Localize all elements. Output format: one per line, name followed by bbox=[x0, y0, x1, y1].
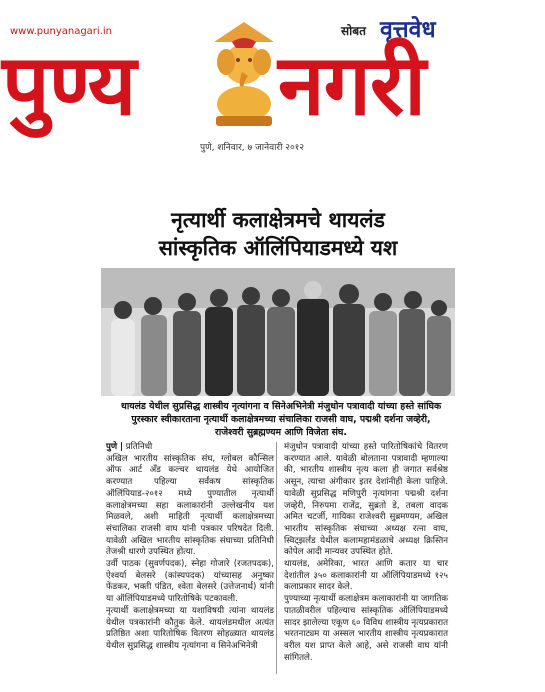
left-paragraph-1: अखिल भारतीय सांस्कृतिक संघ, ग्लोबल कौन्सिल ऑफ आर्ट अँड कल्चर थायलंड येथे आयोजित करण्यात पहिल्या सर्वंकष सांस्कृतिक ऑलिंपियाड-२०१२ मध्ये पुण्यातील नृत्यार्थी कलाक्षेत्रमच्या सहा कलाकारांनी उल्लेखनीय यश मिळवले, अशी माहिती नृत्यार्थी कलाक्षेत्रमच्या संचालिका राजसी वाघ यांनी पत्रकार परिषदेत दिली. यावेळी अखिल भारतीय सांस्कृतिक संघाच्या प्रतिनिधी तेजश्री धारणे उपस्थित होत्या. bbox=[106, 453, 274, 558]
masthead bbox=[0, 0, 545, 190]
article-right-column bbox=[284, 442, 448, 664]
article-headline-line2: सांस्कृतिक ऑलिंपियाडमध्ये यश bbox=[158, 236, 398, 260]
ganesha-icon bbox=[206, 20, 282, 128]
right-paragraph-2: थायलंड, अमेरिका, भारत आणि कतार या चार देशांतील ३५० कलाकारांनी या ऑलिंपियाडमध्ये १२५ कलाप्रकार सादर केले. bbox=[284, 559, 448, 593]
right-paragraph-3: पुण्याच्या नृत्यार्थी कलाक्षेत्रम कलाकारांनी या जागतिक पातळीवरील पहिल्याच सांस्कृतिक ऑलिंपियाडमध्ये सादर झालेल्या एकूण ६० विविध शास्त्रीय नृत्यप्रकारात भरतनाट्यम या अस्सल भारतीय शास्त्रीय नृत्यप्रकारात वरील यश प्राप्त केले आहे, असे राजसी वाघ यांनी सांगितले. bbox=[284, 594, 448, 663]
website-url[interactable]: www.punyanagari.in bbox=[10, 26, 112, 37]
right-paragraph-1: मंजुधोन पत्रावादी यांच्या हस्ते पारितोषिकांचे वितरण करण्यात आले. यावेळी बोलताना पत्रावादी म्हणाल्या की, भारतीय शास्त्रीय नृत्य कला ही जगात सर्वश्रेष्ठ असून, त्याचा अंगीकार इतर देशांनीही केला पाहिजे. यावेळी सुप्रसिद्ध मणिपुरी नृत्यांगना पद्मश्री दर्शना जव्हेरी, निरुपमा राजेंद्र, सुब्रतो डे, तबला वादक अमित चटर्जी, गायिका राजेश्वरी सुब्रमण्यम, अखिल भारतीय सांस्कृतिक संघाच्या अध्यक्ष रत्ना वाघ, स्विट्झर्लंड येथील कलामहामंडळाचे अध्यक्ष क्रिस्तिन कोपेल आदी मान्यवर उपस्थित होते. bbox=[284, 442, 448, 558]
article-left-column: पुणे | प्रतिनिधी अखिल भारतीय सांस्कृतिक संघ, ग्लोबल कौन्सिल ऑफ आर्ट अँड कल्चर थायलंड येथे आयोजित करण्यात पहिल्या सर्वंकष सांस्कृतिक ऑलिंपियाड-२०१२ मध्ये पुण्यातील नृत्यार्थी कलाक्षेत्रमच्या सहा कलाकारांनी उल्लेखनीय यश मिळवले, अशी माहिती नृत्यार्थी कलाक्षेत्रमच्या संचालिका राजसी वाघ यांनी पत्रकार परिषदेत दिली. यावेळी अखिल भारतीय सांस्कृतिक संघाच्या प्रतिनिधी तेजश्री धारणे उपस्थित होत्या. उर्वी पाठक (सुवर्णपदक), स्नेहा गोजारे (रजतपदक), ऐश्वर्या बेलसरे (कांस्यपदक) यांच्यासह अनुष्का फेंडकर, भक्ती पंडित, श्वेता बेलसरे (उत्तेजनार्थ) यांनी या ऑलिंपियाडमध्ये पारितोषिके पटकावली. नृत्यार्थी कलाक्षेत्रमच्या या यशाविषयी त्यांना थायलंड येथील पत्रकारांनी कौतुक केले. थायलंडमधील अत्यंत प्रतिष्ठित अशा पारितोषिक वितरण सोहळ्यात थायलंड येथील सुप्रसिद्ध शास्त्रीय नृत्यांगना व सिनेअभिनेत्री bbox=[106, 442, 274, 651]
dateline-place: पुणे bbox=[106, 442, 118, 452]
logo-text-left: पुण्य bbox=[2, 36, 136, 134]
photo-caption-line3: राजेश्वरी सुब्रह्मण्यम आणि विजेता संघ. bbox=[215, 427, 347, 438]
column-divider bbox=[276, 442, 277, 674]
logo-text-right: नगरी bbox=[278, 36, 426, 134]
left-paragraph-2: उर्वी पाठक (सुवर्णपदक), स्नेहा गोजारे (रजतपदक), ऐश्वर्या बेलसरे (कांस्यपदक) यांच्यासह अनुष्का फेंडकर, भक्ती पंडित, श्वेता बेलसरे (उत्तेजनार्थ) यांनी या ऑलिंपियाडमध्ये पारितोषिके पटकावली. bbox=[106, 559, 274, 605]
issue-date: पुणे, शनिवार, ७ जानेवारी २०१२ bbox=[200, 143, 304, 153]
dateline-source: प्रतिनिधी bbox=[125, 442, 153, 452]
supplement-name: वृत्तवेध bbox=[380, 17, 436, 43]
photo-caption-line1: थायलंड येथील सुप्रसिद्ध शास्त्रीय नृत्यांगना व सिनेअभिनेत्री मंजुधोन पत्रावादी यांच्या हस्ते सांघिक bbox=[120, 401, 442, 412]
left-paragraph-3: नृत्यार्थी कलाक्षेत्रमच्या या यशाविषयी त्यांना थायलंड येथील पत्रकारांनी कौतुक केले. थायलंडमधील अत्यंत प्रतिष्ठित अशा पारितोषिक वितरण सोहळ्यात थायलंड येथील सुप्रसिद्ध शास्त्रीय नृत्यांगना व सिनेअभिनेत्री bbox=[106, 605, 274, 651]
supplement-prefix: सोबत bbox=[341, 24, 366, 38]
article-headline-line1: नृत्यार्थी कलाक्षेत्रमचे थायलंड bbox=[171, 208, 385, 232]
photo-caption-line2: पुरस्कार स्वीकारताना नृत्यार्थी कलाक्षेत्रमच्या संचालिका राजसी वाघ, पद्मश्री दर्शना जव्हेरी, bbox=[131, 414, 431, 425]
article-photo bbox=[101, 268, 455, 396]
